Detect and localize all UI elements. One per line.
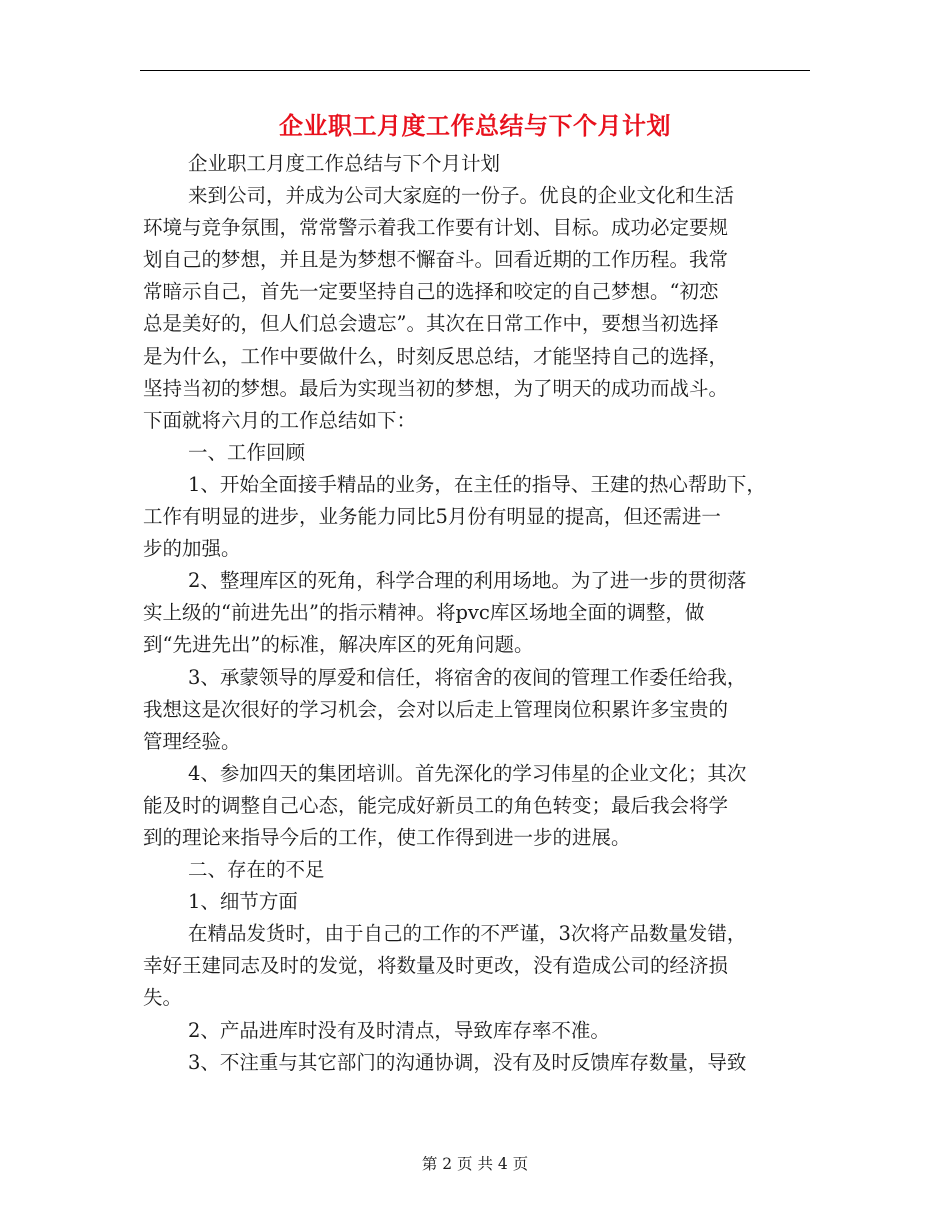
body-line: 环境与竞争氛围，常常警示着我工作要有计划、目标。成功必定要规 bbox=[143, 216, 729, 240]
body-line: 步的加强。 bbox=[143, 537, 241, 561]
body-line: 到“先进先出”的标准，解决库区的死角问题。 bbox=[143, 633, 534, 657]
body-line: 能及时的调整自己心态，能完成好新员工的角色转变；最后我会将学 bbox=[143, 793, 729, 817]
body-line: 2、产品进库时没有及时清点，导致库存率不准。 bbox=[188, 1018, 610, 1042]
body-line: 4、参加四天的集团培训。首先深化的学习伟星的企业文化；其次 bbox=[188, 761, 747, 785]
body-line: 3、承蒙领导的厚爱和信任，将宿舍的夜间的管理工作委任给我， bbox=[188, 665, 747, 689]
header-rule bbox=[140, 70, 810, 71]
body-line: 2、整理库区的死角，科学合理的利用场地。为了进一步的贯彻落 bbox=[188, 569, 747, 593]
body-line: 企业职工月度工作总结与下个月计划 bbox=[188, 152, 501, 175]
body-line: 3、不注重与其它部门的沟通协调，没有及时反馈库存数量，导致 bbox=[188, 1050, 747, 1074]
document-title: 企业职工月度工作总结与下个月计划 bbox=[279, 112, 671, 140]
page-number-footer: 第 2 页 共 4 页 bbox=[421, 1155, 529, 1173]
body-line: 我想这是次很好的学习机会，会对以后走上管理岗位积累许多宝贵的 bbox=[143, 697, 729, 721]
body-line: 在精品发货时，由于自己的工作的不严谨，3次将产品数量发错， bbox=[188, 922, 747, 946]
body-line: 总是美好的，但人们总会遗忘”。其次在日常工作中，要想当初选择 bbox=[143, 312, 719, 336]
body-line: 1、开始全面接手精品的业务，在主任的指导、王建的热心帮助下， bbox=[188, 472, 766, 496]
body-line: 失。 bbox=[143, 986, 183, 1010]
body-line: 划自己的梦想，并且是为梦想不懈奋斗。回看近期的工作历程。我常 bbox=[143, 248, 729, 272]
body-line: 来到公司，并成为公司大家庭的一份子。优良的企业文化和生活 bbox=[188, 184, 735, 208]
body-line: 二、存在的不足 bbox=[188, 858, 325, 882]
body-line: 管理经验。 bbox=[143, 729, 241, 753]
body-line: 常暗示自己，首先一定要坚持自己的选择和咬定的自己梦想。“初恋 bbox=[143, 280, 719, 304]
body-line: 坚持当初的梦想。最后为实现当初的梦想，为了明天的成功而战斗。 bbox=[143, 376, 729, 400]
body-line: 1、细节方面 bbox=[188, 890, 298, 914]
body-line: 是为什么，工作中要做什么，时刻反思总结，才能坚持自己的选择， bbox=[143, 344, 729, 368]
body-line: 幸好王建同志及时的发觉，将数量及时更改，没有造成公司的经济损 bbox=[143, 954, 729, 978]
body-line: 一、工作回顾 bbox=[188, 440, 306, 464]
body-line: 到的理论来指导今后的工作，使工作得到进一步的进展。 bbox=[143, 825, 631, 849]
document-body bbox=[143, 148, 813, 1079]
body-line: 工作有明显的进步，业务能力同比5月份有明显的提高，但还需进一 bbox=[143, 505, 721, 529]
body-line: 实上级的“前进先出”的指示精神。将pvc库区场地全面的调整，做 bbox=[143, 601, 705, 625]
body-line: 下面就将六月的工作总结如下： bbox=[143, 408, 417, 432]
